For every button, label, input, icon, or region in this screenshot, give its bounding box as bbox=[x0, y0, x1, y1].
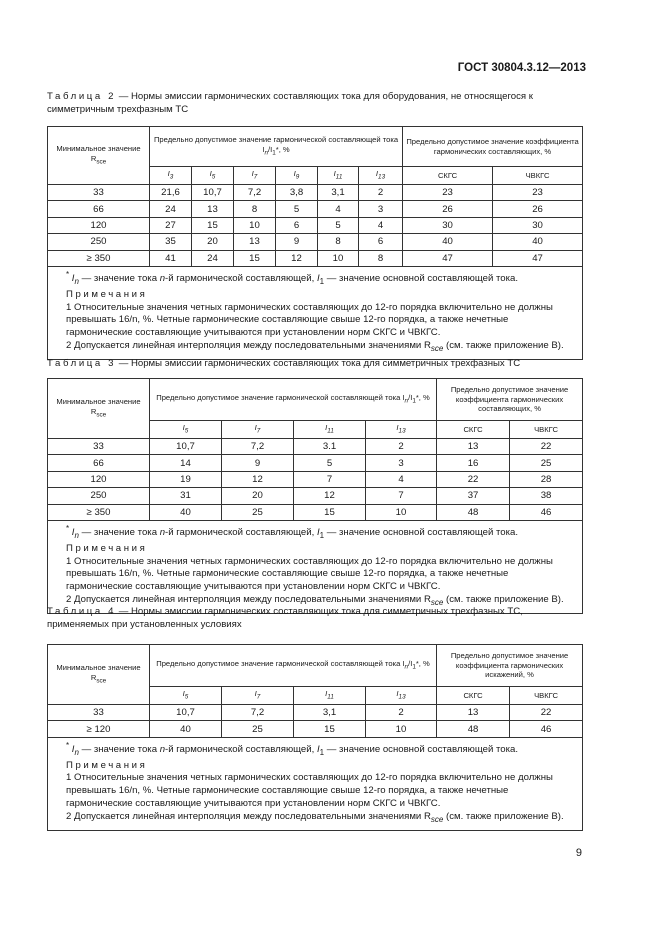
page-number: 9 bbox=[575, 847, 582, 859]
table3 bbox=[47, 378, 583, 614]
table-cell: 10 bbox=[318, 250, 359, 266]
footnote-n: n bbox=[159, 273, 166, 285]
table-cell: 10 bbox=[234, 217, 276, 233]
table3-row bbox=[48, 439, 583, 455]
table-cell: 16 bbox=[437, 455, 510, 471]
table2-header-harmonics bbox=[150, 127, 403, 167]
footnote-text1: — значение тока bbox=[78, 527, 160, 539]
table-cell: 10,7 bbox=[192, 185, 234, 201]
table2-subheader-i9: $I_9$ bbox=[276, 167, 318, 185]
table-cell: 7,2 bbox=[222, 439, 294, 455]
table4-header-n-sub: n bbox=[404, 663, 409, 671]
table2-row bbox=[48, 217, 583, 233]
table-cell: 48 bbox=[437, 721, 510, 737]
table2-subheader-chvkgs: ЧВКГС bbox=[493, 167, 583, 185]
table3-notes bbox=[48, 520, 583, 613]
table4-subheader-i5: $I_5$ bbox=[150, 687, 222, 705]
table2-header-min-sub: sce bbox=[96, 158, 107, 166]
footnote-text1: — значение тока bbox=[78, 743, 160, 755]
table-cell: 33 bbox=[48, 439, 150, 455]
table-cell: 28 bbox=[510, 471, 583, 487]
footnote-star: * bbox=[66, 740, 70, 750]
table-cell: 33 bbox=[48, 185, 150, 201]
table2-subheader-i13: $I_{13}$ bbox=[359, 167, 403, 185]
table2-subheader-i5: $I_5$ bbox=[192, 167, 234, 185]
table4-row bbox=[48, 721, 583, 737]
table-cell: 35 bbox=[150, 234, 192, 250]
footnote-sub: n bbox=[74, 747, 79, 757]
table2-row bbox=[48, 185, 583, 201]
table2-subheader-i11: $I_{11}$ bbox=[318, 167, 359, 185]
note2-tail: (см. также приложение В). bbox=[443, 810, 564, 822]
table3-header-min bbox=[48, 379, 150, 439]
table-cell: 25 bbox=[510, 455, 583, 471]
table2-header-min bbox=[48, 127, 150, 185]
table2-notes bbox=[48, 266, 583, 359]
note2-tail: (см. также приложение В). bbox=[443, 594, 564, 606]
table-cell: 26 bbox=[403, 201, 493, 217]
table-cell: 7,2 bbox=[222, 705, 294, 721]
table-cell: ≥ 350 bbox=[48, 250, 150, 266]
table3-footnote bbox=[54, 523, 576, 543]
table4-note1: 1 Относительные значения четных гармонических составляющих до 12-го порядка включительно не должны превышать 16/n, %. Четные гармонические составляющие свыше 12-го порядка, а также нечетные гармонические составляющие учитываются при установлении норм СКГС и ЧВКГС. bbox=[66, 772, 553, 810]
table4-subheader-i13: $I_{13}$ bbox=[366, 687, 437, 705]
table-cell: 48 bbox=[437, 504, 510, 520]
table2-header-one-sub: 1 bbox=[272, 149, 276, 157]
table-cell: 9 bbox=[222, 455, 294, 471]
note2-sub: sce bbox=[430, 597, 444, 607]
table-cell: 40 bbox=[150, 504, 222, 520]
table-cell: 23 bbox=[493, 185, 583, 201]
table-cell: 26 bbox=[493, 201, 583, 217]
table3-header-harmonics-unit: *, % bbox=[415, 392, 430, 402]
table-cell: 40 bbox=[493, 234, 583, 250]
table-cell: 12 bbox=[294, 488, 366, 504]
footnote-text3: — значение основной составляющей тока. bbox=[324, 743, 519, 755]
footnote-symbol: I bbox=[316, 273, 320, 285]
table-cell: 120 bbox=[48, 217, 150, 233]
table-cell: 10 bbox=[366, 504, 437, 520]
note2-sub: sce bbox=[430, 814, 444, 824]
footnote-sub: 1 bbox=[319, 747, 325, 757]
footnote-text3: — значение основной составляющей тока. bbox=[324, 273, 519, 285]
table-cell: 22 bbox=[510, 439, 583, 455]
table3-subheader-i13: $I_{13}$ bbox=[366, 421, 437, 439]
table3-header-n-sub: n bbox=[404, 397, 409, 405]
table-cell: 12 bbox=[276, 250, 318, 266]
note2-text: 2 Допускается линейная интерполяция между последовательными значениями R bbox=[66, 594, 431, 606]
table-cell: 12 bbox=[222, 471, 294, 487]
footnote-text2: -й гармонической составляющей, bbox=[165, 273, 317, 285]
table4-note2 bbox=[54, 811, 576, 827]
table4-caption-label: Таблица 4 bbox=[47, 606, 117, 617]
table3-row bbox=[48, 455, 583, 471]
table-cell: 37 bbox=[437, 488, 510, 504]
table-cell: 22 bbox=[437, 471, 510, 487]
table4-caption bbox=[47, 605, 582, 631]
table-cell: 5 bbox=[276, 201, 318, 217]
table4-footnote bbox=[54, 740, 576, 760]
table-cell: 31 bbox=[150, 488, 222, 504]
table4-subheader-chvkgs: ЧВКГС bbox=[510, 687, 583, 705]
table4-header-min bbox=[48, 645, 150, 705]
table-cell: 8 bbox=[234, 201, 276, 217]
table-cell: 23 bbox=[403, 185, 493, 201]
table4-row bbox=[48, 705, 583, 721]
footnote-text3: — значение основной составляющей тока. bbox=[324, 527, 519, 539]
table-cell: 41 bbox=[150, 250, 192, 266]
table-cell: 6 bbox=[359, 234, 403, 250]
table-cell: 46 bbox=[510, 721, 583, 737]
footnote-symbol: I bbox=[316, 743, 320, 755]
table-cell: 4 bbox=[318, 201, 359, 217]
table2-header-harmonics-text: Предельно допустимое значение гармонической составляющей тока I bbox=[153, 135, 399, 154]
footnote-text2: -й гармонической составляющей, bbox=[165, 743, 317, 755]
table4-header-harmonics bbox=[150, 645, 437, 687]
table-cell: 27 bbox=[150, 217, 192, 233]
table3-header-harmonics bbox=[150, 379, 437, 421]
footnote-symbol: I bbox=[71, 527, 75, 539]
table-cell: 22 bbox=[510, 705, 583, 721]
footnote-star: * bbox=[66, 523, 70, 533]
table3-header-harmonics-text: Предельно допустимое значение гармонической составляющей тока I bbox=[156, 392, 405, 402]
table3-row bbox=[48, 471, 583, 487]
table2-header-harmonics-unit: *, % bbox=[275, 144, 290, 154]
table-cell: 250 bbox=[48, 488, 150, 504]
table-cell: 13 bbox=[437, 705, 510, 721]
table3-row bbox=[48, 504, 583, 520]
footnote-sub: n bbox=[74, 531, 79, 541]
table4-header-harmonics-text: Предельно допустимое значение гармонической составляющей тока I bbox=[156, 658, 405, 668]
table-cell: 9 bbox=[276, 234, 318, 250]
table2-subheader-i3: $I_3$ bbox=[150, 167, 192, 185]
table-cell: 38 bbox=[510, 488, 583, 504]
table4-header-min-text: Минимальное значение R bbox=[56, 663, 141, 682]
table2-header-harmonics-tail: /I bbox=[267, 144, 273, 154]
table-cell: 13 bbox=[192, 201, 234, 217]
table-cell: 6 bbox=[276, 217, 318, 233]
table-cell: 3 bbox=[359, 201, 403, 217]
table-cell: 25 bbox=[222, 721, 294, 737]
table-cell: 66 bbox=[48, 455, 150, 471]
table-cell: 66 bbox=[48, 201, 150, 217]
table-cell: 40 bbox=[403, 234, 493, 250]
footnote-text1: — значение тока bbox=[78, 273, 160, 285]
document-id: ГОСТ 30804.3.12—2013 bbox=[457, 62, 586, 74]
table2-header-n-sub: n bbox=[264, 149, 268, 157]
table-cell: 3 bbox=[366, 455, 437, 471]
table-cell: 5 bbox=[318, 217, 359, 233]
table-cell: 33 bbox=[48, 705, 150, 721]
table2-row bbox=[48, 201, 583, 217]
table-cell: 7,2 bbox=[234, 185, 276, 201]
table3-subheader-i5: $I_5$ bbox=[150, 421, 222, 439]
table-cell: 10,7 bbox=[150, 439, 222, 455]
table2-notes-title: Примечания bbox=[66, 288, 148, 300]
table2-row bbox=[48, 234, 583, 250]
table-cell: 15 bbox=[192, 217, 234, 233]
note2-sub: sce bbox=[430, 343, 444, 353]
table4-header-min-sub: sce bbox=[96, 677, 107, 685]
table-cell: 3,1 bbox=[294, 705, 366, 721]
footnote-text2: -й гармонической составляющей, bbox=[165, 527, 317, 539]
footnote-sub: 1 bbox=[319, 531, 325, 541]
table4-header-harmonics-tail: /I bbox=[408, 658, 413, 668]
table-cell: ≥ 350 bbox=[48, 504, 150, 520]
footnote-sub: n bbox=[74, 277, 79, 287]
table3-header-min-sub: sce bbox=[96, 411, 107, 419]
table3-header-coef: Предельно допустимое значение коэффициента гармонических составляющих, % bbox=[437, 379, 583, 421]
table4-notes bbox=[48, 737, 583, 830]
table-cell: 13 bbox=[437, 439, 510, 455]
table-cell: 7 bbox=[366, 488, 437, 504]
table-cell: 20 bbox=[222, 488, 294, 504]
table2 bbox=[47, 126, 583, 360]
table-cell: 25 bbox=[222, 504, 294, 520]
table-cell: ≥ 120 bbox=[48, 721, 150, 737]
table3-caption-text: — Нормы эмиссии гармонических составляющих тока для симметричных трехфазных ТС bbox=[116, 358, 521, 369]
note2-text: 2 Допускается линейная интерполяция между последовательными значениями R bbox=[66, 340, 431, 352]
table-cell: 13 bbox=[234, 234, 276, 250]
table-cell: 40 bbox=[150, 721, 222, 737]
table3-caption-label: Таблица 3 bbox=[47, 358, 117, 369]
table2-caption-text: — Нормы эмиссии гармонических составляющих тока для оборудования, не относящегося к симметричным трехфазным ТС bbox=[47, 91, 533, 115]
table4-subheader-i11: $I_{11}$ bbox=[294, 687, 366, 705]
table-cell: 2 bbox=[366, 705, 437, 721]
table4-caption-text: — Нормы эмиссии гармонических составляющих тока для симметричных трехфазных ТС, применяемых при установленных условиях bbox=[47, 606, 523, 630]
footnote-symbol: I bbox=[316, 527, 320, 539]
table-cell: 21,6 bbox=[150, 185, 192, 201]
table-cell: 47 bbox=[403, 250, 493, 266]
table-cell: 19 bbox=[150, 471, 222, 487]
table-cell: 10 bbox=[366, 721, 437, 737]
footnote-symbol: I bbox=[71, 273, 75, 285]
table-cell: 7 bbox=[294, 471, 366, 487]
table3-note1: 1 Относительные значения четных гармонических составляющих до 12-го порядка включительно не должны превышать 16/n, %. Четные гармонические составляющие свыше 12-го порядка, а также нечетные гармонические составляющие учитываются при установлении норм СКГС и ЧВКГС. bbox=[66, 555, 553, 593]
table4-header-coef: Предельно допустимое значение коэффициента гармонических искажений, % bbox=[437, 645, 583, 687]
table2-footnote bbox=[54, 269, 576, 289]
table2-header-coef: Предельно допустимое значение коэффициента гармонических составляющих, % bbox=[403, 127, 583, 167]
table-cell: 15 bbox=[234, 250, 276, 266]
note2-text: 2 Допускается линейная интерполяция между последовательными значениями R bbox=[66, 810, 431, 822]
table-cell: 5 bbox=[294, 455, 366, 471]
table-cell: 20 bbox=[192, 234, 234, 250]
note2-tail: (см. также приложение В). bbox=[443, 340, 564, 352]
table3-caption bbox=[47, 357, 582, 370]
table-cell: 4 bbox=[359, 217, 403, 233]
table-cell: 3,8 bbox=[276, 185, 318, 201]
table-cell: 2 bbox=[359, 185, 403, 201]
table2-row bbox=[48, 250, 583, 266]
table-cell: 15 bbox=[294, 721, 366, 737]
table-cell: 47 bbox=[493, 250, 583, 266]
footnote-star: * bbox=[66, 269, 70, 279]
table4-header-harmonics-unit: *, % bbox=[415, 658, 430, 668]
table-cell: 2 bbox=[366, 439, 437, 455]
table-cell: 120 bbox=[48, 471, 150, 487]
table2-subheader-i7: $I_7$ bbox=[234, 167, 276, 185]
table-cell: 3.1 bbox=[294, 439, 366, 455]
table-cell: 4 bbox=[366, 471, 437, 487]
table3-row bbox=[48, 488, 583, 504]
footnote-n: n bbox=[159, 527, 166, 539]
table4-subheader-i7: $I_7$ bbox=[222, 687, 294, 705]
table-cell: 10,7 bbox=[150, 705, 222, 721]
table3-subheader-i11: $I_{11}$ bbox=[294, 421, 366, 439]
table2-note2 bbox=[54, 340, 576, 356]
table4-notes-title: Примечания bbox=[66, 759, 148, 771]
table3-header-one-sub: 1 bbox=[412, 397, 416, 405]
table-cell: 30 bbox=[493, 217, 583, 233]
table-cell: 8 bbox=[359, 250, 403, 266]
table2-header-min-text: Минимальное значение R bbox=[56, 144, 141, 163]
table3-subheader-i7: $I_7$ bbox=[222, 421, 294, 439]
table-cell: 24 bbox=[192, 250, 234, 266]
table-cell: 14 bbox=[150, 455, 222, 471]
table4 bbox=[47, 644, 583, 831]
table-cell: 24 bbox=[150, 201, 192, 217]
table3-notes-title: Примечания bbox=[66, 542, 148, 554]
table-cell: 8 bbox=[318, 234, 359, 250]
table-cell: 3,1 bbox=[318, 185, 359, 201]
table2-caption bbox=[47, 90, 582, 116]
table-cell: 250 bbox=[48, 234, 150, 250]
footnote-n: n bbox=[159, 743, 166, 755]
table4-header-one-sub: 1 bbox=[412, 663, 416, 671]
table3-subheader-chvkgs: ЧВКГС bbox=[510, 421, 583, 439]
table2-subheader-skgs: СКГС bbox=[403, 167, 493, 185]
table2-note1: 1 Относительные значения четных гармонических составляющих до 12-го порядка включительно не должны превышать 16/n, %. Четные гармонические составляющие свыше 12-го порядка, а также нечетные гармонические составляющие учитываются при установлении норм СКГС и ЧВКГС. bbox=[66, 301, 553, 339]
table4-subheader-skgs: СКГС bbox=[437, 687, 510, 705]
table-cell: 46 bbox=[510, 504, 583, 520]
table2-caption-label: Таблица 2 bbox=[47, 91, 117, 102]
table3-header-harmonics-tail: /I bbox=[408, 392, 413, 402]
table-cell: 15 bbox=[294, 504, 366, 520]
table3-header-min-text: Минимальное значение R bbox=[56, 397, 141, 416]
table-cell: 30 bbox=[403, 217, 493, 233]
footnote-sub: 1 bbox=[319, 277, 325, 287]
footnote-symbol: I bbox=[71, 743, 75, 755]
table3-subheader-skgs: СКГС bbox=[437, 421, 510, 439]
